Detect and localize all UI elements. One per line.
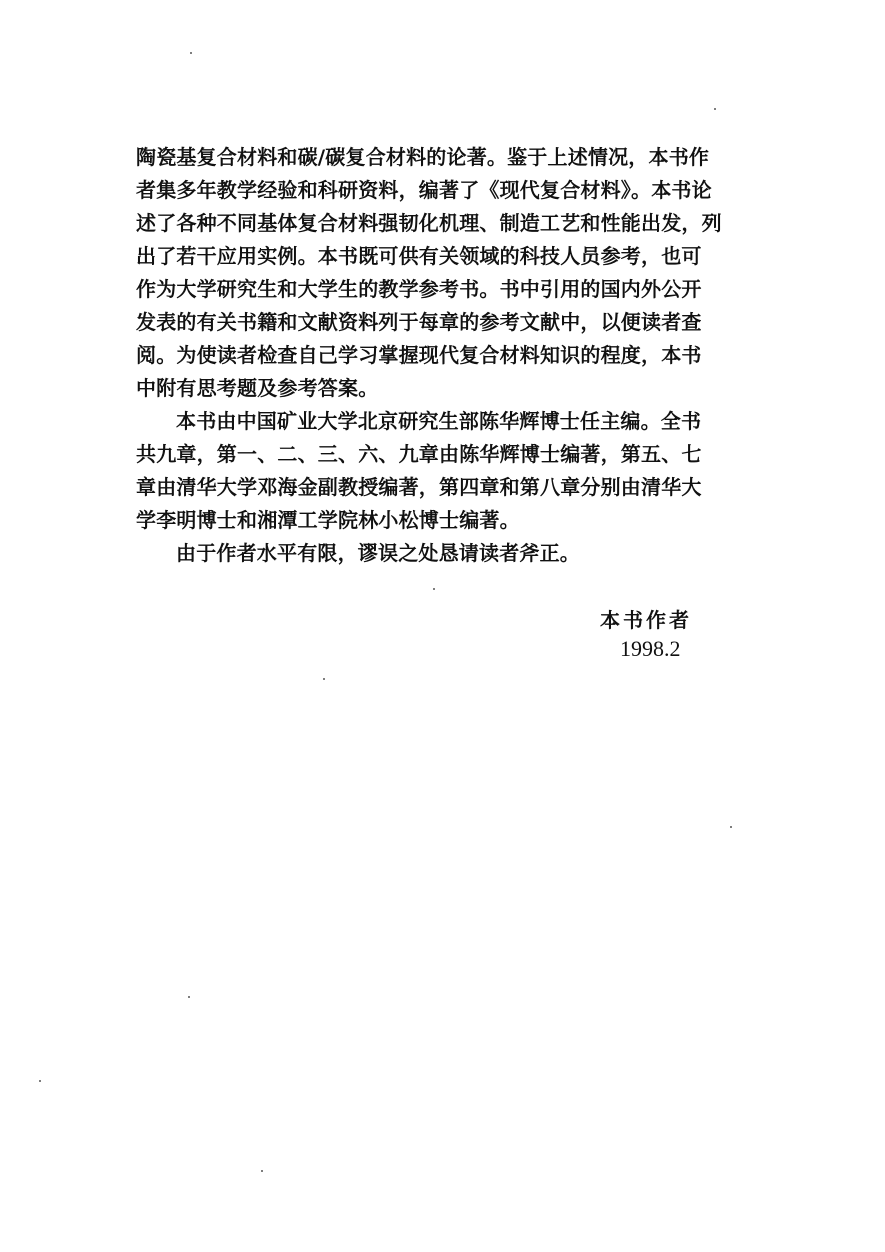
paragraph-2-line-4: 学李明博士和湘潭工学院林小松博士编著。 [136,508,520,532]
scan-speck [730,826,732,828]
paragraph-1-line-1: 陶瓷基复合材料和碳/碳复合材料的论著。鉴于上述情况，本书作 [136,145,710,169]
paragraph-2-line-2: 共九章，第一、二、三、六、九章由陈华辉博士编著，第五、七 [136,442,702,466]
scan-speck [323,678,325,680]
paragraph-1-line-8: 中附有思考题及参考答案。 [136,376,379,400]
scan-speck [714,108,716,110]
paragraph-2-line-3: 章由清华大学邓海金副教授编著，第四章和第八章分别由清华大 [136,475,702,499]
scan-speck [433,588,435,590]
scan-speck [190,52,192,54]
paragraph-1-line-4: 出了若干应用实例。本书既可供有关领域的科技人员参考，也可 [136,244,702,268]
paragraph-2-line-1: 本书由中国矿业大学北京研究生部陈华辉博士任主编。全书 [176,409,702,433]
scan-speck [261,1170,263,1172]
paragraph-1-line-5: 作为大学研究生和大学生的教学参考书。书中引用的国内外公开 [136,277,702,301]
scan-speck [188,996,190,998]
signature-date: 1998.2 [620,636,681,661]
paragraph-1-line-3: 述了各种不同基体复合材料强韧化机理、制造工艺和性能出发，列 [136,211,722,235]
signature-author: 本书作者 [600,608,692,632]
paragraph-1-line-2: 者集多年教学经验和科研资料，编著了《现代复合材料》。本书论 [136,178,712,202]
scan-speck [39,1080,41,1082]
paragraph-1-line-7: 阅。为使读者检查自己学习掌握现代复合材料知识的程度，本书 [136,343,702,367]
paragraph-3-line-1: 由于作者水平有限，谬误之处恳请读者斧正。 [176,541,580,565]
paragraph-1-line-6: 发表的有关书籍和文献资料列于每章的参考文献中，以便读者查 [136,310,702,334]
